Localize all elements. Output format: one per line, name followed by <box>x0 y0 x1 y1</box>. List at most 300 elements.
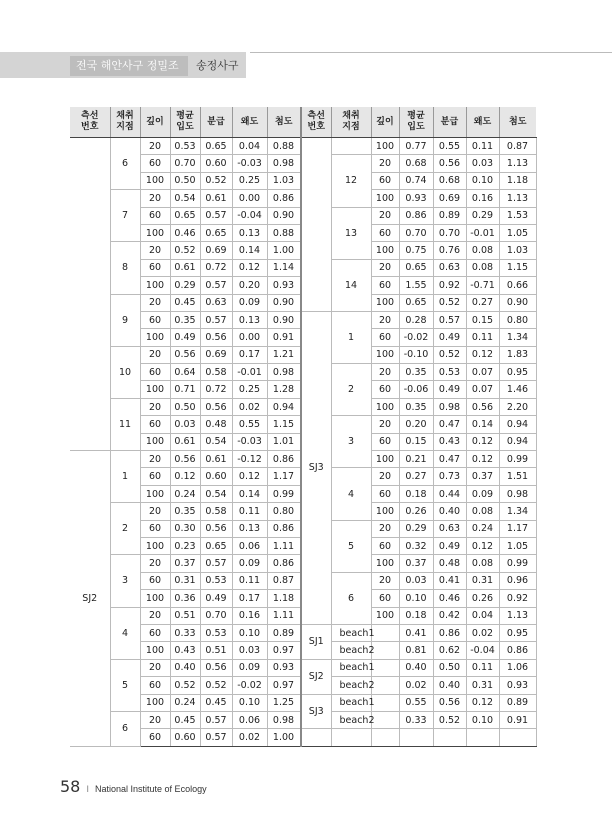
kurtosis-cell: 1.34 <box>499 503 536 520</box>
sampling-site-cell: 1 <box>331 311 371 363</box>
section-subtitle: 송정사구 <box>196 59 239 72</box>
skewness-cell: 0.17 <box>232 346 267 363</box>
mean-grain-size-cell: 0.64 <box>170 364 200 381</box>
sorting-cell: 0.47 <box>433 451 466 468</box>
kurtosis-cell: 0.99 <box>499 451 536 468</box>
sorting-cell: 0.62 <box>433 642 466 659</box>
kurtosis-cell: 0.94 <box>499 433 536 450</box>
mean-grain-size-cell: 0.70 <box>399 224 433 241</box>
skewness-cell: 0.12 <box>466 451 499 468</box>
depth-cell: 100 <box>140 485 170 502</box>
depth-cell: 20 <box>140 398 170 415</box>
depth-cell: 60 <box>371 381 399 398</box>
kurtosis-cell: 1.51 <box>499 468 536 485</box>
skewness-header: 왜도 <box>232 107 267 138</box>
kurtosis-cell: 2.20 <box>499 398 536 415</box>
sorting-cell: 0.46 <box>433 590 466 607</box>
sorting-cell: 0.56 <box>433 694 466 711</box>
skewness-cell: 0.11 <box>232 572 267 589</box>
depth-cell: 20 <box>371 155 399 172</box>
sorting-cell: 0.56 <box>433 155 466 172</box>
depth-cell: 60 <box>371 277 399 294</box>
kurtosis-cell: 0.92 <box>499 590 536 607</box>
kurtosis-cell: 1.15 <box>267 416 300 433</box>
depth-cell: 100 <box>371 294 399 311</box>
mean-grain-size-cell: 0.35 <box>399 398 433 415</box>
table-row <box>301 642 536 659</box>
sampling-site-cell: 4 <box>331 468 371 520</box>
skewness-cell: -0.01 <box>466 224 499 241</box>
mean-header: 평균 입도 <box>399 107 433 138</box>
kurtosis-cell: 0.98 <box>267 155 300 172</box>
grain-size-table-left <box>70 107 301 747</box>
depth-cell: 100 <box>371 346 399 363</box>
sorting-cell: 0.57 <box>200 711 232 728</box>
site-header: 채취 지점 <box>331 107 371 138</box>
kurtosis-cell: 1.00 <box>267 729 300 746</box>
depth-cell: 60 <box>140 416 170 433</box>
sorting-cell: 0.61 <box>200 451 232 468</box>
mean-grain-size-cell: 0.70 <box>170 155 200 172</box>
sampling-site-cell: 6 <box>331 572 371 624</box>
sorting-cell: 0.49 <box>433 537 466 554</box>
skewness-cell: 0.04 <box>466 607 499 624</box>
sorting-cell: 0.47 <box>433 416 466 433</box>
table-row <box>301 520 536 537</box>
skewness-cell: 0.26 <box>466 590 499 607</box>
mean-grain-size-cell: 0.36 <box>170 590 200 607</box>
kurtosis-cell: 0.86 <box>267 520 300 537</box>
mean-grain-size-cell: 0.65 <box>170 207 200 224</box>
kurtosis-cell: 1.46 <box>499 381 536 398</box>
depth-cell: 60 <box>140 677 170 694</box>
depth-cell: 20 <box>371 364 399 381</box>
mean-grain-size-cell: 0.49 <box>170 329 200 346</box>
skewness-cell: 0.04 <box>232 138 267 155</box>
mean-grain-size-cell: 0.28 <box>399 311 433 328</box>
depth-cell: 20 <box>140 555 170 572</box>
depth-cell: 100 <box>140 694 170 711</box>
depth-cell: 100 <box>140 381 170 398</box>
sorting-header: 분급 <box>433 107 466 138</box>
sorting-cell: 0.57 <box>200 311 232 328</box>
mean-grain-size-cell: 0.77 <box>399 138 433 155</box>
depth-cell: 20 <box>371 311 399 328</box>
sampling-site-cell: beach1 <box>331 659 371 676</box>
skewness-cell: 0.08 <box>466 503 499 520</box>
skewness-cell: 0.12 <box>466 537 499 554</box>
kurtosis-cell: 0.80 <box>499 311 536 328</box>
kurtosis-cell: 0.86 <box>267 555 300 572</box>
sorting-cell: 0.57 <box>200 729 232 746</box>
kurtosis-cell: 0.97 <box>267 642 300 659</box>
sorting-cell: 0.63 <box>433 520 466 537</box>
sampling-site-cell: 5 <box>110 659 140 711</box>
skewness-cell: 0.11 <box>466 138 499 155</box>
skewness-cell: 0.10 <box>232 694 267 711</box>
kurtosis-cell: 1.83 <box>499 346 536 363</box>
depth-cell: 100 <box>140 329 170 346</box>
kurtosis-cell: 0.66 <box>499 277 536 294</box>
mean-grain-size-cell: 0.65 <box>399 294 433 311</box>
depth-cell <box>371 677 399 694</box>
line-number-cell: SJ1 <box>301 624 331 659</box>
mean-grain-size-cell: 0.81 <box>399 642 433 659</box>
kurtosis-cell: 0.90 <box>267 311 300 328</box>
site-header: 채취 지점 <box>110 107 140 138</box>
page-number: 58 <box>60 777 81 796</box>
kurtosis-header: 첨도 <box>267 107 300 138</box>
kurtosis-cell: 0.88 <box>267 138 300 155</box>
sorting-cell: 0.61 <box>200 190 232 207</box>
mean-grain-size-cell: 1.55 <box>399 277 433 294</box>
skewness-cell: -0.71 <box>466 277 499 294</box>
kurtosis-cell: 0.90 <box>267 294 300 311</box>
skewness-cell: 0.11 <box>232 503 267 520</box>
kurtosis-cell: 1.25 <box>267 694 300 711</box>
sorting-cell: 0.41 <box>433 572 466 589</box>
skewness-cell: 0.10 <box>466 172 499 189</box>
skewness-cell: 0.08 <box>466 555 499 572</box>
sorting-cell: 0.70 <box>200 607 232 624</box>
skewness-cell: 0.13 <box>232 224 267 241</box>
depth-cell: 20 <box>371 520 399 537</box>
sorting-cell: 0.56 <box>200 398 232 415</box>
kurtosis-cell: 1.13 <box>499 607 536 624</box>
depth-cell: 100 <box>371 451 399 468</box>
sorting-cell: 0.76 <box>433 242 466 259</box>
sampling-site-cell: 2 <box>331 364 371 416</box>
mean-grain-size-cell: 0.54 <box>170 190 200 207</box>
skewness-cell: -0.03 <box>232 155 267 172</box>
sampling-site-cell <box>331 729 371 746</box>
depth-cell: 20 <box>140 451 170 468</box>
depth-cell: 60 <box>140 364 170 381</box>
sorting-cell: 0.60 <box>200 468 232 485</box>
kurtosis-cell: 1.13 <box>499 155 536 172</box>
sorting-cell: 0.58 <box>200 364 232 381</box>
depth-cell: 100 <box>140 433 170 450</box>
mean-grain-size-cell: 0.29 <box>170 277 200 294</box>
depth-cell: 20 <box>140 190 170 207</box>
sorting-cell: 0.49 <box>200 590 232 607</box>
sorting-cell: 0.65 <box>200 224 232 241</box>
kurtosis-cell: 1.06 <box>499 659 536 676</box>
mean-grain-size-cell: 0.40 <box>399 659 433 676</box>
sorting-cell: 0.40 <box>433 503 466 520</box>
sampling-site-cell: 13 <box>331 207 371 259</box>
kurtosis-cell: 1.11 <box>267 537 300 554</box>
mean-grain-size-cell: 0.33 <box>170 624 200 641</box>
sampling-site-cell: 7 <box>110 190 140 242</box>
kurtosis-cell: 0.99 <box>499 555 536 572</box>
sorting-cell: 0.69 <box>433 190 466 207</box>
mean-grain-size-cell: 0.15 <box>399 433 433 450</box>
skewness-cell: 0.11 <box>466 329 499 346</box>
mean-grain-size-cell: 0.30 <box>170 520 200 537</box>
table-row <box>301 259 536 276</box>
kurtosis-cell: 0.90 <box>267 207 300 224</box>
mean-grain-size-cell: 0.27 <box>399 468 433 485</box>
line-number-cell <box>70 138 110 451</box>
skewness-cell: 0.08 <box>466 259 499 276</box>
sampling-site-cell: 3 <box>110 555 140 607</box>
sorting-cell: 0.42 <box>433 607 466 624</box>
depth-cell: 60 <box>140 572 170 589</box>
depth-cell: 20 <box>140 711 170 728</box>
sorting-cell: 0.53 <box>200 624 232 641</box>
line-header: 측선 번호 <box>70 107 110 138</box>
mean-grain-size-cell: 0.74 <box>399 172 433 189</box>
kurtosis-cell: 0.98 <box>267 711 300 728</box>
depth-cell: 60 <box>371 329 399 346</box>
kurtosis-cell: 0.87 <box>267 572 300 589</box>
kurtosis-cell: 1.17 <box>267 468 300 485</box>
sorting-header: 분급 <box>200 107 232 138</box>
kurtosis-cell: 0.86 <box>267 190 300 207</box>
skewness-cell: 0.20 <box>232 277 267 294</box>
kurtosis-cell: 1.03 <box>267 172 300 189</box>
skewness-cell: 0.00 <box>232 190 267 207</box>
sorting-cell: 0.55 <box>433 138 466 155</box>
mean-grain-size-cell: 0.37 <box>399 555 433 572</box>
header-divider <box>250 52 612 53</box>
kurtosis-cell: 0.89 <box>499 694 536 711</box>
depth-cell <box>371 711 399 728</box>
sorting-cell: 0.53 <box>433 364 466 381</box>
depth-cell: 20 <box>140 659 170 676</box>
mean-grain-size-cell: 0.53 <box>170 138 200 155</box>
sorting-cell: 0.63 <box>200 294 232 311</box>
kurtosis-cell: 1.18 <box>499 172 536 189</box>
skewness-cell: 0.17 <box>232 590 267 607</box>
sorting-cell <box>433 729 466 746</box>
depth-cell: 100 <box>371 503 399 520</box>
skewness-cell: -0.01 <box>232 364 267 381</box>
skewness-cell: -0.04 <box>466 642 499 659</box>
depth-cell <box>371 624 399 641</box>
mean-grain-size-cell: 0.24 <box>170 694 200 711</box>
kurtosis-cell: 1.18 <box>267 590 300 607</box>
skewness-cell: 0.02 <box>466 624 499 641</box>
skewness-cell: 0.56 <box>466 398 499 415</box>
depth-cell: 100 <box>140 537 170 554</box>
mean-grain-size-cell: 0.35 <box>170 503 200 520</box>
section-title: 전국 해안사구 정밀조사 <box>70 56 188 76</box>
skewness-cell: 0.25 <box>232 381 267 398</box>
kurtosis-cell: 1.03 <box>499 242 536 259</box>
skewness-cell: 0.12 <box>466 346 499 363</box>
table-header-row <box>301 107 536 138</box>
table-row <box>301 711 536 728</box>
skewness-cell: 0.24 <box>466 520 499 537</box>
sorting-cell: 0.86 <box>433 624 466 641</box>
depth-cell: 100 <box>371 398 399 415</box>
kurtosis-cell: 0.97 <box>267 677 300 694</box>
mean-grain-size-cell: 0.52 <box>170 677 200 694</box>
depth-cell <box>371 729 399 746</box>
mean-grain-size-cell: 0.40 <box>170 659 200 676</box>
kurtosis-header: 첨도 <box>499 107 536 138</box>
sorting-cell: 0.72 <box>200 381 232 398</box>
table-row <box>301 729 536 746</box>
depth-cell: 20 <box>371 572 399 589</box>
depth-cell: 100 <box>140 172 170 189</box>
skewness-cell: 0.06 <box>232 537 267 554</box>
sorting-cell: 0.65 <box>200 138 232 155</box>
depth-cell: 100 <box>140 277 170 294</box>
kurtosis-cell: 1.15 <box>499 259 536 276</box>
depth-header: 깊이 <box>371 107 399 138</box>
depth-cell: 20 <box>140 242 170 259</box>
skewness-cell: 0.03 <box>232 642 267 659</box>
table-row <box>301 364 536 381</box>
mean-grain-size-cell: -0.02 <box>399 329 433 346</box>
sampling-site-cell: 1 <box>110 451 140 503</box>
mean-grain-size-cell: 0.55 <box>399 694 433 711</box>
kurtosis-cell: 0.98 <box>267 364 300 381</box>
sorting-cell: 0.40 <box>433 677 466 694</box>
depth-cell: 100 <box>371 190 399 207</box>
sorting-cell: 0.69 <box>200 242 232 259</box>
sorting-cell: 0.54 <box>200 433 232 450</box>
kurtosis-cell: 0.88 <box>267 224 300 241</box>
sampling-site-cell: 14 <box>331 259 371 311</box>
table-row <box>301 311 536 328</box>
depth-cell: 60 <box>140 520 170 537</box>
mean-grain-size-cell: 0.56 <box>170 346 200 363</box>
kurtosis-cell: 0.91 <box>267 329 300 346</box>
depth-cell: 60 <box>371 590 399 607</box>
kurtosis-cell: 0.94 <box>267 398 300 415</box>
table-row <box>301 694 536 711</box>
sampling-site-cell: 5 <box>331 520 371 572</box>
skewness-cell: 0.16 <box>466 190 499 207</box>
sorting-cell: 0.52 <box>200 677 232 694</box>
depth-cell: 20 <box>371 416 399 433</box>
skewness-cell: 0.13 <box>232 520 267 537</box>
sorting-cell: 0.58 <box>200 503 232 520</box>
mean-grain-size-cell: 0.52 <box>170 242 200 259</box>
depth-header: 깊이 <box>140 107 170 138</box>
mean-grain-size-cell: 0.21 <box>399 451 433 468</box>
mean-grain-size-cell: 0.18 <box>399 607 433 624</box>
skewness-cell: -0.12 <box>232 451 267 468</box>
sampling-site-cell: 11 <box>110 398 140 450</box>
skewness-cell: 0.10 <box>466 711 499 728</box>
sorting-cell: 0.52 <box>200 172 232 189</box>
skewness-cell: 0.37 <box>466 468 499 485</box>
mean-grain-size-cell: 0.60 <box>170 729 200 746</box>
mean-grain-size-cell: 0.35 <box>170 311 200 328</box>
kurtosis-cell: 0.87 <box>499 138 536 155</box>
mean-grain-size-cell: 0.68 <box>399 155 433 172</box>
kurtosis-cell: 1.34 <box>499 329 536 346</box>
skewness-cell: 0.06 <box>232 711 267 728</box>
mean-grain-size-cell: 0.50 <box>170 398 200 415</box>
kurtosis-cell: 0.95 <box>499 364 536 381</box>
depth-cell: 60 <box>140 207 170 224</box>
sorting-cell: 0.65 <box>200 537 232 554</box>
sorting-cell: 0.50 <box>433 659 466 676</box>
skewness-cell: 0.14 <box>466 416 499 433</box>
skewness-cell: 0.02 <box>232 398 267 415</box>
kurtosis-cell: 1.00 <box>267 242 300 259</box>
table-header-row <box>70 107 300 138</box>
mean-grain-size-cell: 0.45 <box>170 711 200 728</box>
line-number-cell <box>301 729 331 746</box>
depth-cell: 60 <box>140 624 170 641</box>
mean-grain-size-cell: 0.35 <box>399 364 433 381</box>
skewness-cell: 0.07 <box>466 364 499 381</box>
depth-cell: 20 <box>140 346 170 363</box>
skewness-cell: -0.04 <box>232 207 267 224</box>
depth-cell: 60 <box>140 259 170 276</box>
depth-cell: 60 <box>371 537 399 554</box>
skewness-cell: 0.31 <box>466 677 499 694</box>
sorting-cell: 0.51 <box>200 642 232 659</box>
table-row <box>301 155 536 172</box>
kurtosis-cell: 0.89 <box>267 624 300 641</box>
kurtosis-cell: 0.93 <box>267 277 300 294</box>
sampling-site-cell: 9 <box>110 294 140 346</box>
table-row <box>301 677 536 694</box>
depth-cell: 100 <box>371 555 399 572</box>
sorting-cell: 0.56 <box>200 659 232 676</box>
table-row <box>301 207 536 224</box>
sorting-cell: 0.45 <box>200 694 232 711</box>
mean-grain-size-cell: 0.03 <box>399 572 433 589</box>
sorting-cell: 0.56 <box>200 329 232 346</box>
mean-grain-size-cell: 0.56 <box>170 451 200 468</box>
sampling-site-cell: 3 <box>331 416 371 468</box>
kurtosis-cell: 0.86 <box>499 642 536 659</box>
sampling-site-cell: beach1 <box>331 624 371 641</box>
depth-cell: 20 <box>371 207 399 224</box>
depth-cell: 60 <box>371 224 399 241</box>
sorting-cell: 0.98 <box>433 398 466 415</box>
line-number-cell: SJ2 <box>301 659 331 694</box>
table-row <box>301 572 536 589</box>
kurtosis-cell: 0.90 <box>499 294 536 311</box>
sampling-site-cell: 4 <box>110 607 140 659</box>
depth-cell: 20 <box>140 607 170 624</box>
mean-grain-size-cell: 0.18 <box>399 485 433 502</box>
mean-grain-size-cell: 0.31 <box>170 572 200 589</box>
skewness-cell: 0.12 <box>466 433 499 450</box>
skewness-cell: -0.02 <box>232 677 267 694</box>
sorting-cell: 0.68 <box>433 172 466 189</box>
skewness-cell: 0.12 <box>232 468 267 485</box>
skewness-cell: 0.03 <box>466 155 499 172</box>
mean-grain-size-cell: 0.93 <box>399 190 433 207</box>
mean-grain-size-cell: 0.61 <box>170 259 200 276</box>
skewness-cell: 0.09 <box>466 485 499 502</box>
mean-grain-size-cell: 0.32 <box>399 537 433 554</box>
skewness-cell: 0.15 <box>466 311 499 328</box>
mean-grain-size-cell: 0.75 <box>399 242 433 259</box>
kurtosis-cell: 0.98 <box>499 485 536 502</box>
depth-cell: 100 <box>371 242 399 259</box>
kurtosis-cell: 1.21 <box>267 346 300 363</box>
sorting-cell: 0.89 <box>433 207 466 224</box>
sampling-site-cell: 6 <box>110 138 140 190</box>
sorting-cell: 0.52 <box>433 294 466 311</box>
kurtosis-cell: 0.91 <box>499 711 536 728</box>
mean-grain-size-cell: 0.24 <box>170 485 200 502</box>
mean-grain-size-cell: 0.29 <box>399 520 433 537</box>
sorting-cell: 0.43 <box>433 433 466 450</box>
